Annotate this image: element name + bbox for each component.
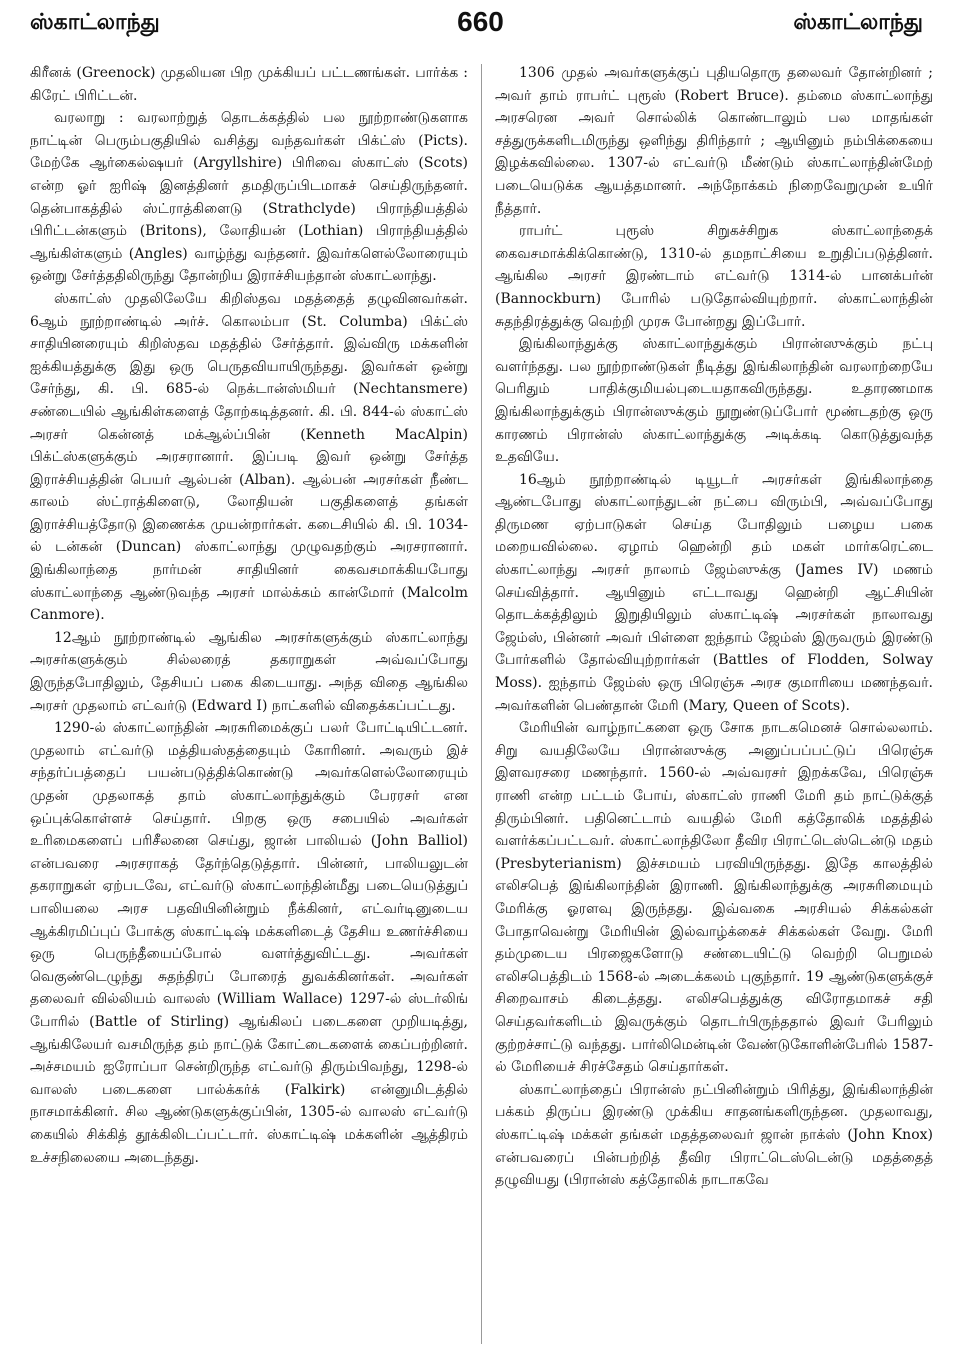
running-head-right: ஸ்காட்லாந்து [793, 10, 923, 35]
paragraph: வரலாறு : வரலாற்றுத் தொடக்கத்தில் பல நூற்றாண்டுகளாக நாட்டின் பெரும்பகுதியில் வசித்து வந்தவர்கள் பிக்ட்ஸ் (Picts). மேற்கே ஆர்கைல்ஷயர் (Argyllshire) பிரிவை ஸ்காட்ஸ் (Scots) என்ற ஓர் ஐரிஷ் இனத்தினர் தமதிருப்பிடமாகச் செய்திருந்தனர். தென்பாகத்தில் ஸ்ட்ராத்கிளைடு (Strathclyde) பிராந்தியத்தில் பிரிட்டன்களும் (Britons), லோதியன் (Lothian) பிராந்தியத்தில் ஆங்கிள்களும் (Angles) வாழ்ந்து வந்தனர். இவர்களெல்லோரையும் ஒன்று சேர்த்ததிலிருந்து தோன்றிய இராச்சியந்தான் ஸ்காட்லாந்து. [30, 110, 468, 285]
page-number: 660 [457, 6, 504, 37]
right-column [495, 62, 933, 1352]
left-column [30, 62, 468, 1352]
column-divider [481, 64, 482, 1344]
paragraph: 12ஆம் நூற்றாண்டில் ஆங்கில அரசர்களுக்கும் ஸ்காட்லாந்து அரசர்களுக்கும் சில்லரைத் தகராறுகள் அவ்வப்போது இருந்தபோதிலும், தேசியப் பகை கிடையாது. அந்த விதை ஆங்கில அரசர் முதலாம் எட்வர்டு (Edward I) நாட்களில் விதைக்கப்பட்டது. [30, 629, 468, 714]
paragraph: ஸ்காட்ஸ் முதலிலேயே கிறிஸ்தவ மதத்தைத் தழுவினவர்கள். 6ஆம் நூற்றாண்டில் அர்ச். கொலம்பா (St. Columba) பிக்ட்ஸ் சாதியினரையும் கிறிஸ்தவ மதத்தில் சேர்த்தார். இவ்விரு மக்களின் ஐக்கியத்துக்கு இது ஒரு பெருதவியாயிருந்தது. இவர்கள் ஒன்று சேர்ந்து, கி. பி. 685-ல் நெக்டான்ஸ்மியர் (Nechtansmere) சண்டையில் ஆங்கிள்களைத் தோற்கடித்தனர். கி. பி. 844-ல் ஸ்காட்ஸ் அரசர் கென்னத் மக்ஆல்ப்பின் (Kenneth MacAlpin) பிக்ட்ஸ்களுக்கும் அரசரானார். இப்படி இவர் ஒன்று சேர்த்த இராச்சியத்தின் பெயர் ஆல்பன் (Alban). ஆல்பன் அரசர்கள் நீண்ட காலம் ஸ்ட்ராத்கிளைடு, லோதியன் பகுதிகளைத் தங்கள் இராச்சியத்தோடு இணைக்க முயன்றார்கள். கடைசியில் கி. பி. 1034-ல் டன்கன் (Duncan) ஸ்காட்லாந்து முழுவதற்கும் அரசரானார். இங்கிலாந்தை நார்மன் சாதியினர் கைவசமாக்கியபோது ஸ்காட்லாந்தை ஆண்டுவந்த அரசர் மால்க்கம் கான்மோர் (Malcolm Canmore). [30, 290, 468, 624]
paragraph: கிரீனக் (Greenock) முதலியன பிற முக்கியப் பட்டணங்கள். பார்க்க : கிரேட் பிரிட்டன். [30, 65, 468, 104]
paragraph: 16ஆம் நூற்றாண்டில் டியூடர் அரசர்கள் இங்கிலாந்தை ஆண்டபோது ஸ்காட்லாந்துடன் நட்பை விரும்பி, அவ்வப்போது திருமண ஏற்பாடுகள் செய்த போதிலும் பழைய பகை மறையவில்லை. ஏழாம் ஹென்றி தம் மகள் மார்கரெட்டை ஸ்காட்லாந்து அரசர் நாலாம் ஜேம்ஸுக்கு (James IV) மணம் செய்வித்தார். ஆயினும் எட்டாவது ஹென்றி ஆட்சியின் தொடக்கத்திலும் இறுதியிலும் ஸ்காட்டிஷ் அரசர்கள் நாலாவது ஜேம்ஸ், பின்னர் அவர் பிள்ளை ஐந்தாம் ஜேம்ஸ் இருவரும் இரண்டு போர்களில் தோல்வியுற்றார்கள் (Battles of Flodden, Solway Moss). ஐந்தாம் ஜேம்ஸ் ஒரு பிரெஞ்சு அரச குமாரியை மணந்தவர். அவர்களின் பெண்தான் மேரி (Mary, Queen of Scots). [495, 471, 933, 714]
paragraph: 1306 முதல் அவர்களுக்குப் புதியதொரு தலைவர் தோன்றினர் ; அவர் தாம் ராபர்ட் புரூஸ் (Robert Bruce). தம்மை ஸ்காட்லாந்து அரசரென அவர் சொல்லிக் கொண்டாலும் பல மாதங்கள் சத்துருக்களிடமிருந்து ஒளிந்து திரிந்தார் ; ஆயினும் நம்பிக்கையை இழக்கவில்லை. 1307-ல் எட்வர்டு மீண்டும் ஸ்காட்லாந்தின்மேற் படையெடுக்க ஆயத்தமானர். அந்நோக்கம் நிறைவேறுமுன் உயிர் நீத்தார். [495, 65, 933, 217]
page-header [0, 0, 961, 46]
paragraph: மேரியின் வாழ்நாட்களை ஒரு சோக நாடகமெனச் சொல்லலாம். சிறு வயதிலேயே பிரான்ஸுக்கு அனுப்பப்பட்டுப் பிரெஞ்சு இளவரசரை மணந்தார். 1560-ல் அவ்வரசர் இறக்கவே, பிரெஞ்சு ராணி என்ற பட்டம் போய், ஸ்காட்ஸ் ராணி மேரி தம் நாட்டுக்குத் திரும்பினர். பதினெட்டாம் வயதில் மேரி கத்தோலிக் மதத்தில் வளர்க்கப்பட்டவர். ஸ்காட்லாந்திலோ தீவிர பிராட்டெஸ்டென்டு மதம் (Presbyterianism) இச்சமயம் பரவியிருந்தது. இதே காலத்தில் எலிசபெத் இங்கிலாந்தின் இராணி. இங்கிலாந்துக்கு அரசுரிமையும் மேரிக்கு ஓரளவு இருந்தது. இவ்வகை அரசியல் சிக்கல்கள் போதாவென்று மேரியின் இல்வாழ்க்கைச் சிக்கல்கள் வேறு. மேரி தம்முடைய பிரஜைகளோடு சண்டையிட்டு வெற்றி பெறுமல் எலிசபெத்திடம் 1568-ல் அடைக்கலம் புகுந்தார். 19 ஆண்டுகளுக்குச் சிறைவாசம் கிடைத்தது. எலிசபெத்துக்கு விரோதமாகச் சதி செய்தவர்களிடம் இவருக்கும் தொடர்பிருந்ததால் இவர் பேரிலும் குற்றச்சாட்டு வந்தது. பார்லிமென்டின் வேண்டுகோளின்பேரில் 1587-ல் மேரியைச் சிரச்சேதம் செய்தார்கள். [495, 720, 933, 1076]
paragraph: 1290-ல் ஸ்காட்லாந்தின் அரசுரிமைக்குப் பலர் போட்டியிட்டனர். முதலாம் எட்வர்டு மத்தியஸ்தத்தையும் கோரினர். அவரும் இச் சந்தர்ப்பத்தைப் பயன்படுத்திக்கொண்டு அவர்களெல்லோரையும் முதன் முதலாகத் தாம் ஸ்காட்லாந்துக்கும் பேரரசர் என ஒப்புக்கொள்ளச் செய்தார். பிறகு ஒரு சபையில் அவர்கள் உரிமைகளைப் பரிசீலனை செய்து, ஜான் பாலியல் (John Balliol) என்பவரை அரசராகத் தேர்ந்தெடுத்தார். பின்னர், பாலியலுடன் தகராறுகள் ஏற்படவே, எட்வர்டு ஸ்காட்லாந்தின்மீது படையெடுத்துப் பாலியலை அரச பதவியினின்றும் நீக்கினர், எட்வர்டினுடைய ஆக்கிரமிப்புப் போக்கு ஸ்காட்டிஷ் மக்களிடைத் தேசிய உணர்ச்சியை ஒரு பெருந்தீயைப்போல் வளர்த்துவிட்டது. அவர்கள் வெகுண்டெழுந்து சுதந்திரப் போரைத் துவக்கினர்கள். அவர்கள் தலைவர் வில்லியம் வாலஸ் (William Wallace) 1297-ல் ஸ்டர்லிங் போரில் (Battle of Stirling) ஆங்கிலப் படைகளை முறியடித்து, ஆங்கிலேயர் வசமிருந்த தம் நாட்டுக் கோட்டைகளைக் கைப்பற்றினர். அச்சமயம் ஐரோப்பா சென்றிருந்த எட்வர்டு திரும்பிவந்து, 1298-ல் வாலஸ் படைகளை பால்க்கர்க் (Falkirk) என்னுமிடத்தில் நாசமாக்கினர். சில ஆண்டுகளுக்குப்பின், 1305-ல் வாலஸ் எட்வர்டு கையில் சிக்கித் தூக்கிலிடப்பட்டார். ஸ்காட்டிஷ் மக்களின் ஆத்திரம் உச்சநிலையை அடைந்தது. [30, 720, 468, 1166]
paragraph: ஸ்காட்லாந்தைப் பிரான்ஸ் நட்பினின்றும் பிரித்து, இங்கிலாந்தின் பக்கம் திருப்ப இரண்டு முக்கிய சாதனங்களிருந்தன. முதலாவது, ஸ்காட்டிஷ் மக்கள் தங்கள் மதத்தலைவர் ஜான் நாக்ஸ் (John Knox) என்பவரைப் பின்பற்றித் தீவிர பிராட்டெஸ்டென்டு மதத்தைத் தழுவியது (பிரான்ஸ் கத்தோலிக் நாடாகவே [495, 1081, 933, 1189]
paragraph: ராபர்ட் புரூஸ் சிறுகச்சிறுக ஸ்காட்லாந்தைக் கைவசமாக்கிக்கொண்டு, 1310-ல் தமநாட்சியை உறுதிப்படுத்தினர். ஆங்கில அரசர் இரண்டாம் எட்வர்டு 1314-ல் பானக்பர்ன் (Bannockburn) போரில் படுதோல்வியுற்றார். ஸ்காட்லாந்தின் சுதந்திரத்துக்கு வெற்றி முரசு போன்றது இப்போர். [495, 223, 933, 330]
running-head-left: ஸ்காட்லாந்து [30, 10, 160, 35]
paragraph: இங்கிலாந்துக்கு ஸ்காட்லாந்துக்கும் பிரான்ஸுக்கும் நட்பு வளர்ந்தது. பல நூற்றாண்டுகள் நீடித்து இங்கிலாந்தின் வரலாற்றையே பெரிதும் பாதிக்குமியல்புடையதாகவிருந்தது. உதாரணமாக இங்கிலாந்துக்கும் பிரான்ஸுக்கும் நூறுண்டுப்போர் மூண்டதற்கு ஒரு காரணம் பிரான்ஸ் ஸ்காட்லாந்துக்கு அடிக்கடி கொடுத்துவந்த உதவியே. [495, 336, 933, 466]
